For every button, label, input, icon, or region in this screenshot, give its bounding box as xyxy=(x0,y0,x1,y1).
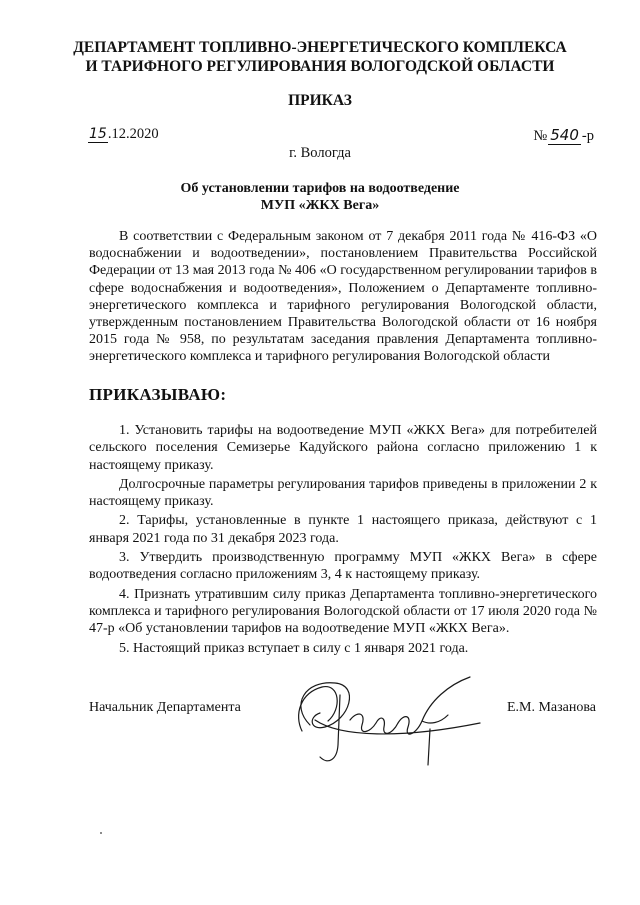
order-item-1-note: Долгосрочные параметры регулирования тарифов приведены в приложении 2 к настоящему приказу. xyxy=(89,476,597,510)
order-item-2: 2. Тарифы, установленные в пункте 1 настоящего приказа, действуют с 1 января 2021 года по 31 декабря 2023 года. xyxy=(89,513,597,546)
handwritten-signature xyxy=(280,665,490,775)
header-line-1: ДЕПАРТАМЕНТ ТОПЛИВНО-ЭНЕРГЕТИЧЕСКОГО КОМПЛЕКСА xyxy=(73,39,567,56)
handwritten-number: 540 xyxy=(550,126,579,144)
handwritten-day: 15 xyxy=(89,126,107,142)
number-suffix: -р xyxy=(581,128,594,144)
order-item-4: 4. Признать утратившим силу приказ Департамента топливно-энергетического комплекса и тарифного регулирования Вологодской области от 17 июля 2020 года № 47-р «Об установлении тарифов на водоотведение МУП «ЖКХ Вега». xyxy=(89,586,597,637)
order-item-5: 5. Настоящий приказ вступает в силу с 1 января 2021 года. xyxy=(119,640,469,656)
scan-speck xyxy=(100,832,102,834)
signatory-name: Е.М. Мазанова xyxy=(506,700,596,715)
preamble-paragraph: В соответствии с Федеральным законом от 7 декабря 2011 года № 416-ФЗ «О водоснабжении и водоотведении», постановлением Правительства Российской Федерации от 13 мая 2013 года № 406 «О государственном регулировании тарифов в сфере водоснабжения и водоотведения», Положением о Департаменте топливно-энергетического комплекса и тарифного регулирования Вологодской области, утвержденным постановлением Правительства Вологодской области от 16 ноября 2015 года № 958, по результатам заседания правления Департамента топливно-энергетического комплекса и тарифного регулирования Вологодской области xyxy=(89,229,597,365)
city: г. Вологда xyxy=(289,145,351,161)
subject-line-2: МУП «ЖКХ Вега» xyxy=(260,198,380,213)
document-type: ПРИКАЗ xyxy=(288,92,352,109)
orders-heading: ПРИКАЗЫВАЮ: xyxy=(89,385,227,404)
number-sign: № xyxy=(533,128,548,144)
order-item-1: 1. Установить тарифы на водоотведение МУП «ЖКХ Вега» для потребителей сельского поселения Семизерье Кадуйского района согласно приложению 1 к настоящему приказу. xyxy=(89,423,597,473)
header-line-2: И ТАРИФНОГО РЕГУЛИРОВАНИЯ ВОЛОГОДСКОЙ ОБЛАСТИ xyxy=(85,58,555,75)
signatory-title: Начальник Департамента xyxy=(89,700,241,715)
order-item-3: 3. Утвердить производственную программу МУП «ЖКХ Вега» в сфере водоотведения согласно приложениям 3, 4 к настоящему приказу. xyxy=(89,550,597,583)
date-rest: .12.2020 xyxy=(107,126,159,142)
subject-line-1: Об установлении тарифов на водоотведение xyxy=(180,181,460,196)
